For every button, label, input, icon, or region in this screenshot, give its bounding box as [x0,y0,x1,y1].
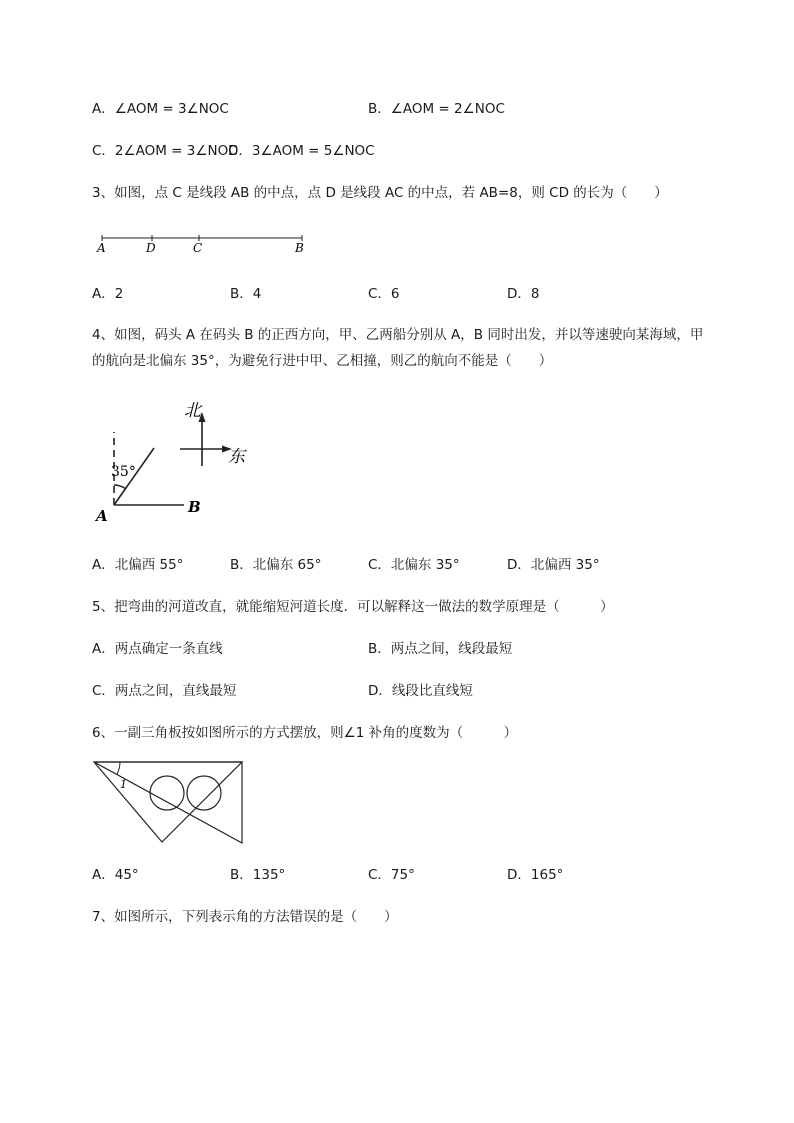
q6-stem: 6、一副三角板按如图所示的方式摆放，则∠1 补角的度数为（ ） [92,725,518,741]
q6-option-b: B．135° [230,867,286,883]
q5-stem: 5、把弯曲的河道改直，就能缩短河道长度．可以解释这一做法的数学原理是（ ） [92,599,614,615]
q4-label-angle: 35° [111,464,136,480]
q5-option-c: C．两点之间，直线最短 [92,683,237,699]
q4-stem-line2: 的航向是北偏东 35°，为避免行进中甲、乙相撞，则乙的航向不能是（ ） [92,353,553,369]
q3-option-c: C．6 [368,286,400,302]
q6-label-angle1: 1 [120,778,127,791]
q2-option-c: C．2∠AOM = 3∠NOC [92,143,238,159]
q5-option-d: D．线段比直线短 [368,683,473,699]
q6-triangle-figure [92,758,252,848]
q2-option-d: D．3∠AOM = 5∠NOC [228,143,375,159]
q4-label-a: A [96,507,108,525]
q3-option-d: D．8 [507,286,540,302]
q5-option-a: A．两点确定一条直线 [92,641,223,657]
q2-option-b: B．∠AOM = 2∠NOC [368,101,505,117]
q3-label-c: C [193,241,203,255]
q3-label-a: A [97,241,106,255]
q2-option-a: A．∠AOM = 3∠NOC [92,101,229,117]
q5-option-b: B．两点之间，线段最短 [368,641,513,657]
q4-option-a: A．北偏西 55° [92,557,184,573]
q4-label-east: 东 [228,447,245,467]
q4-option-c: C．北偏东 35° [368,557,460,573]
q6-option-c: C．75° [368,867,415,883]
q3-label-d: D [146,241,156,255]
q3-label-b: B [295,241,304,255]
q4-bearing-figure [92,392,262,532]
q3-segment-figure [92,232,322,262]
q4-label-north: 北 [184,401,201,421]
q4-option-b: B．北偏东 65° [230,557,322,573]
q3-option-b: B．4 [230,286,262,302]
q7-stem: 7、如图所示，下列表示角的方法错误的是（ ） [92,909,398,925]
q4-option-d: D．北偏西 35° [507,557,600,573]
q4-label-b: B [188,498,201,516]
q3-option-a: A．2 [92,286,124,302]
q6-option-d: D．165° [507,867,564,883]
q4-stem-line1: 4、如图，码头 A 在码头 B 的正西方向，甲、乙两船分别从 A，B 同时出发，并以等速驶向某海域，甲 [92,327,704,343]
q3-stem: 3、如图，点 C 是线段 AB 的中点，点 D 是线段 AC 的中点，若 AB=8，则 CD 的长为（ ） [92,185,668,201]
q6-option-a: A．45° [92,867,139,883]
